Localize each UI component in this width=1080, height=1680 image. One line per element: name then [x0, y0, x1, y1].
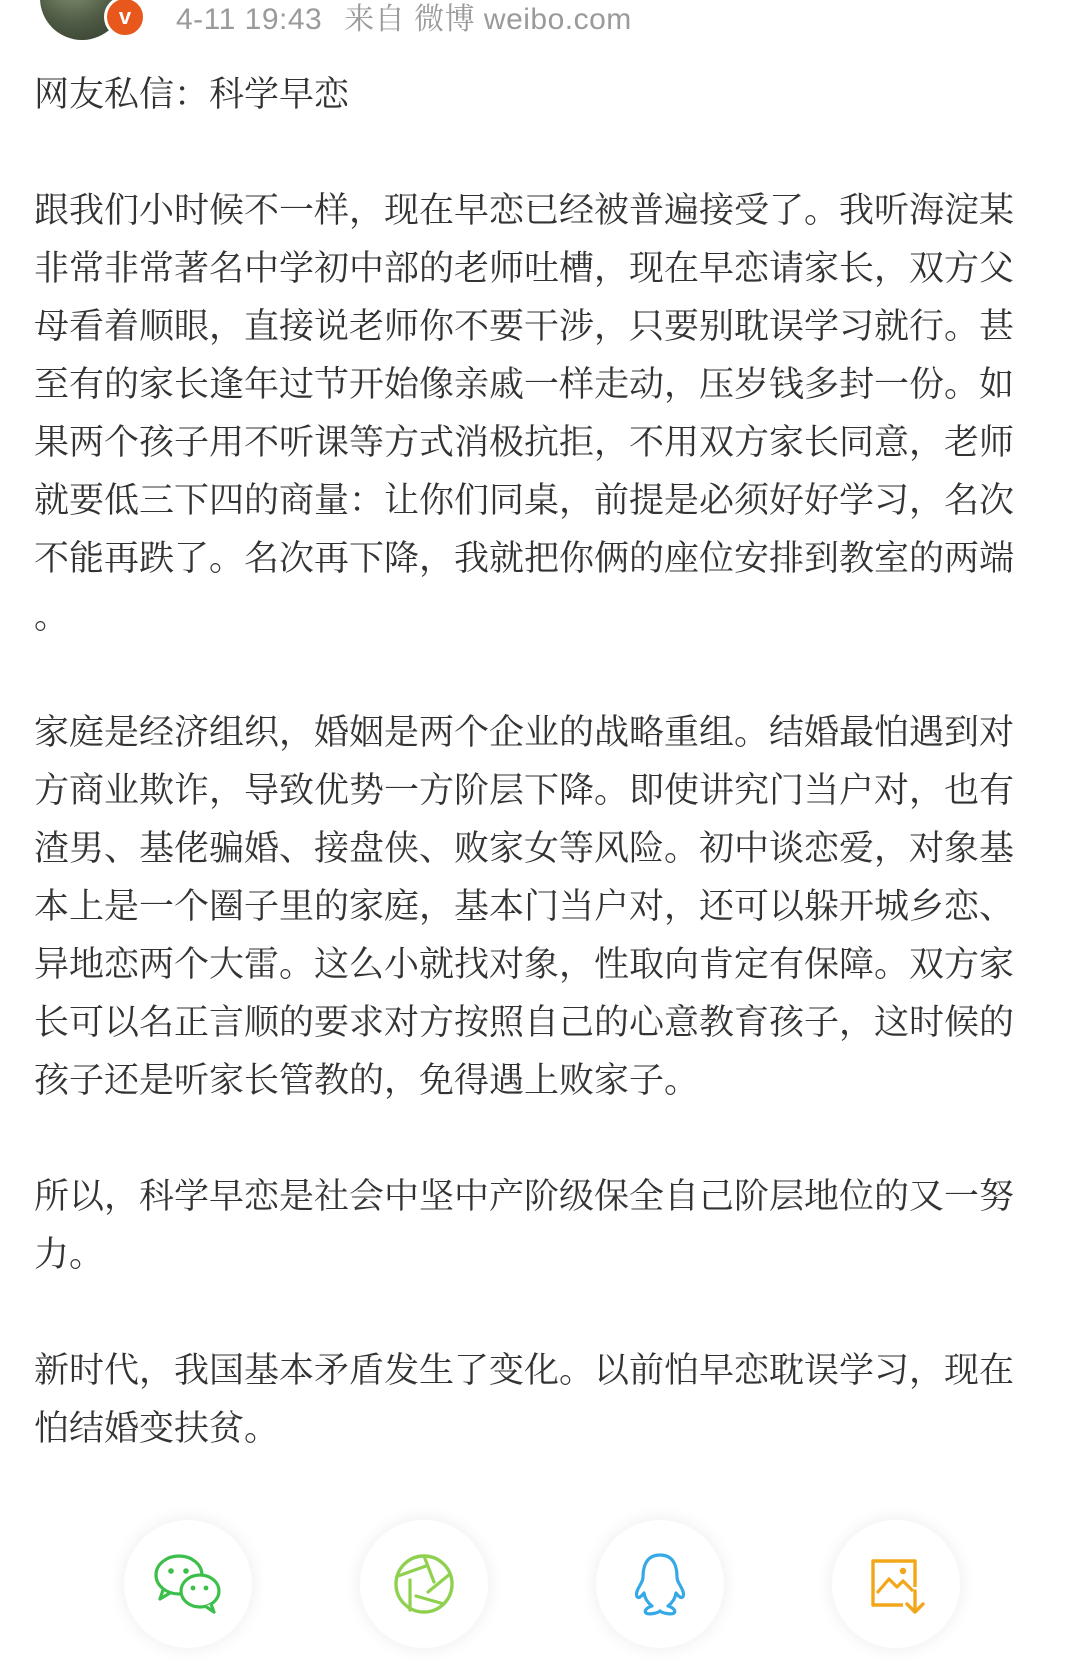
- share-wechat-button[interactable]: [124, 1520, 252, 1648]
- post-source: 来自 微博 weibo.com: [344, 3, 632, 36]
- share-moments-button[interactable]: [360, 1520, 488, 1648]
- post-paragraph: 跟我们小时候不一样，现在早恋已经被普遍接受了。我听海淀某非常非常著名中学初中部的老师吐槽，现在早恋请家长，双方父母看着顺眼，直接说老师你不要干涉，只要别耽误学习就行。甚至有的家长逢年过节开始像亲戚一样走动，压岁钱多封一份。如果两个孩子用不听课等方式消极抗拒，不用双方家长同意，老师就要低三下四的商量：让你们同桌，前提是必须好好学习，名次不能再跌了。名次再下降，我就把你俩的座位安排到教室的两端。: [34, 191, 1015, 637]
- post-title: 网友私信：科学早恋: [34, 75, 350, 115]
- post-paragraph: 新时代，我国基本矛盾发生了变化。以前怕早恋耽误学习，现在怕结婚变扶贫。: [34, 1351, 1015, 1449]
- post-meta: [176, 0, 632, 38]
- post-content: [34, 66, 1046, 1516]
- share-qq-button[interactable]: [596, 1520, 724, 1648]
- post-paragraph: 所以，科学早恋是社会中坚中产阶级保全自己阶层地位的又一努力。: [34, 1177, 1015, 1275]
- verified-badge-icon: v: [104, 0, 146, 38]
- save-image-icon: [865, 1553, 927, 1615]
- wechat-icon: [153, 1553, 223, 1615]
- post-timestamp: 4-11 19:43: [176, 3, 323, 36]
- qq-penguin-icon: [632, 1551, 688, 1617]
- moments-aperture-icon: [392, 1552, 456, 1616]
- save-image-button[interactable]: [832, 1520, 960, 1648]
- post-paragraph: 家庭是经济组织，婚姻是两个企业的战略重组。结婚最怕遇到对方商业欺诈，导致优势一方阶层下降。即使讲究门当户对，也有渣男、基佬骗婚、接盘侠、败家女等风险。初中谈恋爱，对象基本上是一个圈子里的家庭，基本门当户对，还可以躲开城乡恋、异地恋两个大雷。这么小就找对象，性取向肯定有保障。双方家长可以名正言顺的要求对方按照自己的心意教育孩子，这时候的孩子还是听家长管教的，免得遇上败家子。: [34, 713, 1015, 1101]
- post-header: [0, 0, 1080, 40]
- share-bar: [0, 1520, 1080, 1660]
